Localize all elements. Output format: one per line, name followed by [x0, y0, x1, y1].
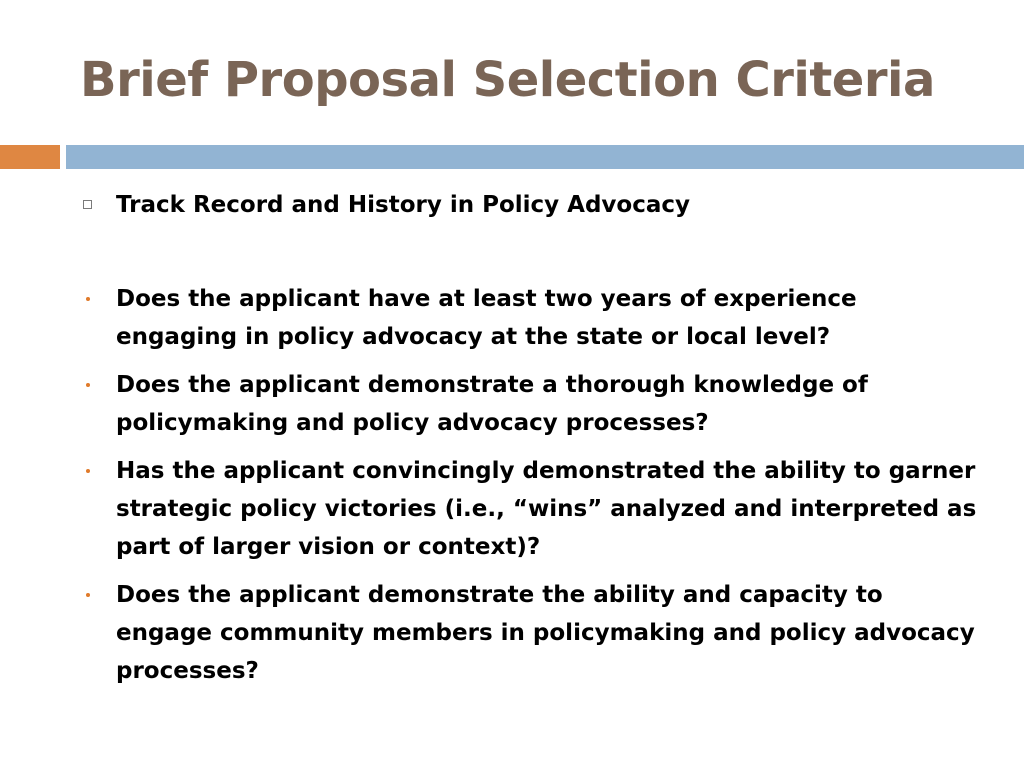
dot-icon: [86, 383, 90, 387]
slide-title: Brief Proposal Selection Criteria: [80, 52, 935, 108]
section-heading: [80, 186, 980, 224]
list-item: [80, 366, 980, 442]
hollow-square-icon: [83, 200, 92, 209]
accent-bar-blue: [66, 145, 1024, 169]
dot-icon: [86, 297, 90, 301]
list-item-text: Does the applicant demonstrate the ability and capacity to engage community members in policymaking and policy advocacy processes?: [116, 582, 975, 684]
list-item-text: Has the applicant convincingly demonstrated the ability to garner strategic policy victories (i.e., “wins” analyzed and interpreted as part of larger vision or context)?: [116, 458, 977, 560]
slide-content: [80, 186, 980, 700]
list-item: [80, 576, 980, 690]
criteria-list: [80, 280, 980, 690]
list-item-text: Does the applicant demonstrate a thorough knowledge of policymaking and policy advocacy processes?: [116, 372, 868, 436]
list-item-text: Does the applicant have at least two years of experience engaging in policy advocacy at the state or local level?: [116, 286, 857, 350]
accent-bar-orange: [0, 145, 60, 169]
list-item: [80, 452, 980, 566]
dot-icon: [86, 469, 90, 473]
section-heading-text: Track Record and History in Policy Advocacy: [116, 192, 691, 218]
dot-icon: [86, 593, 90, 597]
list-item: [80, 280, 980, 356]
